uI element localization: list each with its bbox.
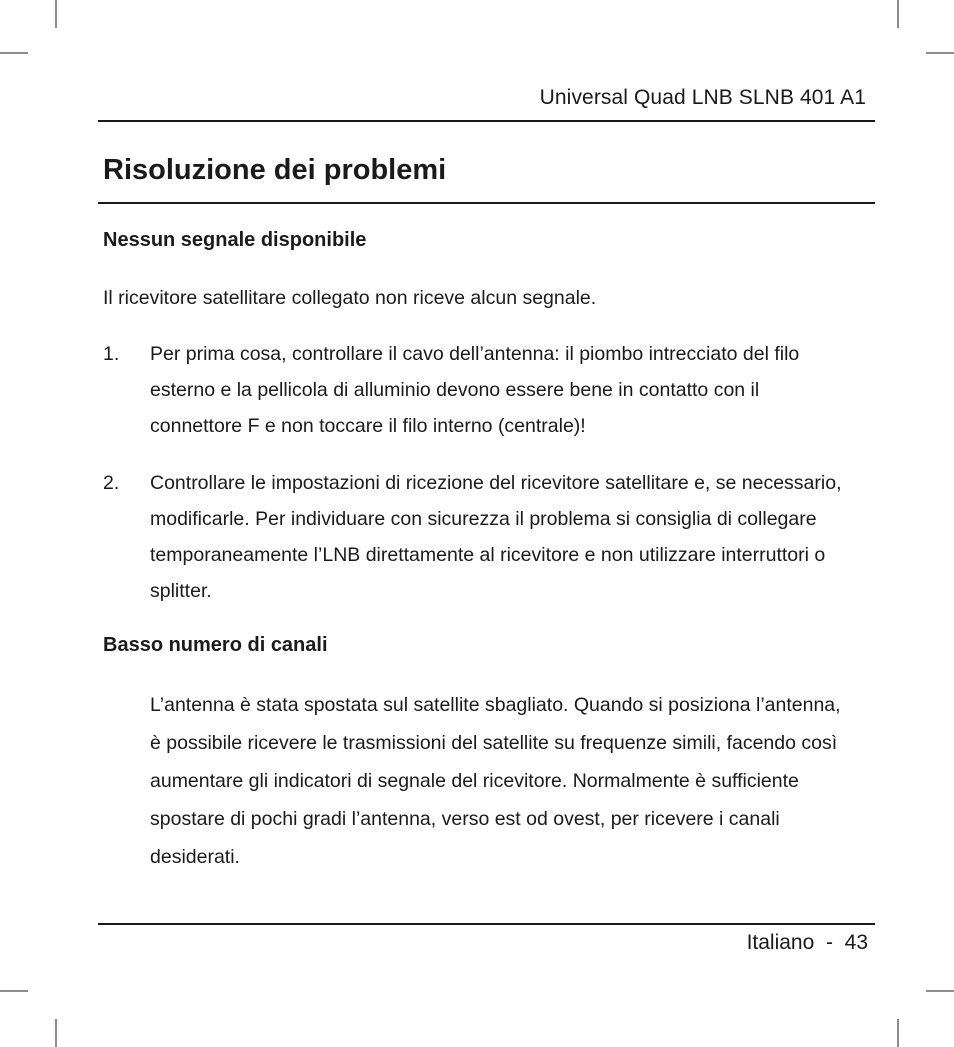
step-text: Controllare le impostazioni di ricezione del ricevitore satellitare e, se necessario, modificarle. Per individuare con sicurezza il problema si consiglia di collegare temporaneamente l’LNB direttamente al ricevitore e non utilizzare interruttori o splitter. — [150, 472, 842, 602]
section-body: L’antenna è stata spostata sul satellite sbagliato. Quando si posiziona l’antenna, è possibile ricevere le trasmissioni del satellite su frequenze simili, facendo così aumentare gli indicatori di segnale del ricevitore. Normalmente è sufficiente spostare di pochi gradi l’antenna, verso est od ovest, per ricevere i canali desiderati. — [150, 694, 841, 868]
crop-mark-bottom-left — [55, 1019, 57, 1047]
footer-language: Italiano — [746, 931, 815, 954]
title-rule — [98, 202, 875, 204]
section-heading-low-channels: Basso numero di canali — [103, 634, 328, 656]
crop-mark-top-right — [897, 0, 899, 28]
crop-mark-bottom-right — [897, 1019, 899, 1047]
page-footer — [747, 931, 868, 955]
section-heading-no-signal: Nessun segnale disponibile — [103, 229, 367, 251]
page-number: 43 — [844, 931, 868, 954]
header-rule — [98, 120, 875, 122]
crop-mark-left-top — [0, 52, 28, 54]
page-title: Risoluzione dei problemi — [103, 154, 447, 186]
step-number: 1. — [103, 343, 120, 365]
header-product-name: Universal Quad LNB SLNB 401 A1 — [539, 86, 866, 109]
crop-mark-top-left — [55, 0, 57, 28]
section-intro: Il ricevitore satellitare collegato non riceve alcun segnale. — [103, 287, 597, 309]
crop-mark-right-bottom — [926, 990, 954, 992]
crop-mark-right-top — [926, 52, 954, 54]
crop-mark-left-bottom — [0, 990, 28, 992]
footer-separator: - — [825, 931, 833, 954]
footer-rule — [98, 923, 875, 925]
step-number: 2. — [103, 472, 120, 494]
step-text: Per prima cosa, controllare il cavo dell’antenna: il piombo intrecciato del filo esterno e la pellicola di alluminio devono essere bene in contatto con il connettore F e non toccare il filo interno (centrale)! — [150, 343, 800, 437]
